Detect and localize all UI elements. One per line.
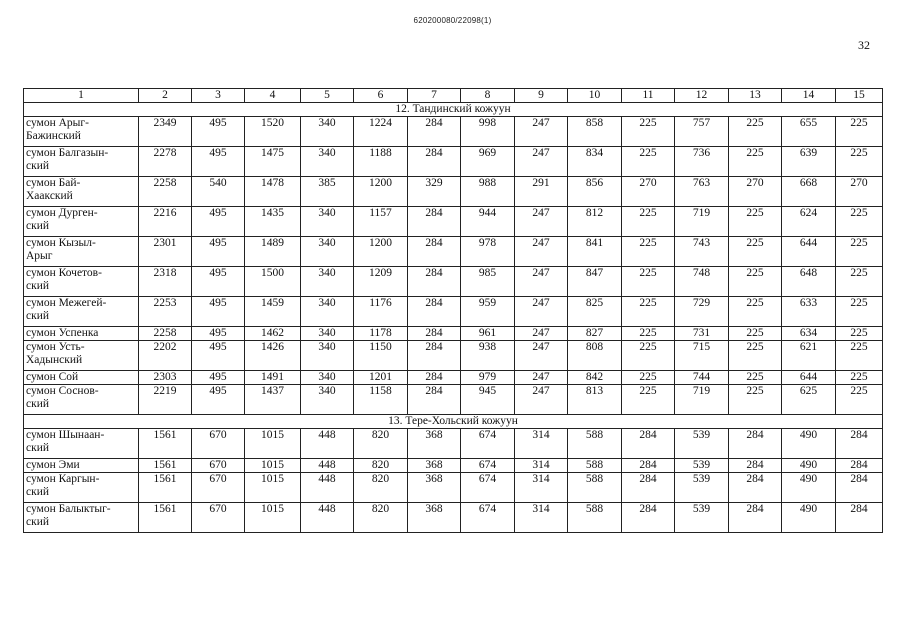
page-number: 32: [858, 38, 870, 52]
table-cell: 841: [568, 237, 622, 267]
table-cell: 961: [461, 327, 515, 341]
table-cell: 1478: [245, 177, 301, 207]
table-cell: 539: [675, 429, 729, 459]
table-cell: 1200: [354, 177, 408, 207]
table-cell: 340: [301, 297, 354, 327]
table-cell: 368: [408, 459, 461, 473]
column-header-row: [24, 89, 883, 103]
table-cell: 247: [515, 327, 568, 341]
table-cell: 945: [461, 385, 515, 415]
table-row: [24, 371, 883, 385]
section-title: 12. Тандинский кожуун: [24, 103, 883, 117]
table-cell: 1015: [245, 459, 301, 473]
table-cell: 448: [301, 429, 354, 459]
table-cell: 978: [461, 237, 515, 267]
table-cell: 490: [782, 429, 836, 459]
column-header-11: 11: [622, 89, 675, 103]
table-cell: 284: [408, 267, 461, 297]
table-row: [24, 297, 883, 327]
table-cell: 291: [515, 177, 568, 207]
table-cell: 495: [192, 267, 245, 297]
table-cell: 674: [461, 459, 515, 473]
table-cell: 670: [192, 459, 245, 473]
table-cell: 284: [408, 297, 461, 327]
table-cell: 539: [675, 503, 729, 533]
table-cell: 719: [675, 385, 729, 415]
table-cell: 2349: [139, 117, 192, 147]
table-cell: 813: [568, 385, 622, 415]
table-cell: 1015: [245, 473, 301, 503]
table-cell: 284: [622, 503, 675, 533]
table-cell: 1209: [354, 267, 408, 297]
table-cell: 938: [461, 341, 515, 371]
table-cell: 2253: [139, 297, 192, 327]
table-row: [24, 207, 883, 237]
table-cell: 644: [782, 237, 836, 267]
table-cell: 368: [408, 503, 461, 533]
table-cell: 1462: [245, 327, 301, 341]
table-cell: 1015: [245, 429, 301, 459]
column-header-8: 8: [461, 89, 515, 103]
table-row: [24, 385, 883, 415]
table-row: [24, 341, 883, 371]
table-cell: 2278: [139, 147, 192, 177]
table-cell: 668: [782, 177, 836, 207]
table-cell: 2258: [139, 327, 192, 341]
table-cell: 856: [568, 177, 622, 207]
row-name: сумон Балыктыг- ский: [24, 503, 139, 533]
table-cell: 247: [515, 341, 568, 371]
table-row: [24, 503, 883, 533]
table-cell: 495: [192, 327, 245, 341]
table-cell: 284: [408, 117, 461, 147]
table-cell: 247: [515, 385, 568, 415]
table-cell: 820: [354, 459, 408, 473]
column-header-10: 10: [568, 89, 622, 103]
table-cell: 1200: [354, 237, 408, 267]
table-cell: 225: [836, 297, 883, 327]
table-cell: 247: [515, 237, 568, 267]
table-cell: 2303: [139, 371, 192, 385]
table-cell: 588: [568, 459, 622, 473]
table-cell: 858: [568, 117, 622, 147]
table-cell: 340: [301, 327, 354, 341]
table-cell: 340: [301, 117, 354, 147]
table-cell: 225: [622, 327, 675, 341]
table-cell: 225: [836, 147, 883, 177]
table-row: [24, 459, 883, 473]
table-row: [24, 237, 883, 267]
table-cell: 247: [515, 371, 568, 385]
table-cell: 225: [729, 371, 782, 385]
table-cell: 1157: [354, 207, 408, 237]
table-cell: 1015: [245, 503, 301, 533]
table-cell: 495: [192, 117, 245, 147]
table-row: [24, 147, 883, 177]
table-cell: 284: [836, 473, 883, 503]
table-cell: 757: [675, 117, 729, 147]
table-cell: 225: [729, 327, 782, 341]
table-cell: 588: [568, 429, 622, 459]
table-cell: 2216: [139, 207, 192, 237]
column-header-6: 6: [354, 89, 408, 103]
table-cell: 820: [354, 429, 408, 459]
table-cell: 284: [408, 237, 461, 267]
table-cell: 2258: [139, 177, 192, 207]
table-cell: 1500: [245, 267, 301, 297]
table-cell: 225: [622, 147, 675, 177]
table-cell: 1561: [139, 459, 192, 473]
table-cell: 998: [461, 117, 515, 147]
table-cell: 736: [675, 147, 729, 177]
table-cell: 744: [675, 371, 729, 385]
table-cell: 225: [622, 117, 675, 147]
table-cell: 270: [836, 177, 883, 207]
table-cell: 633: [782, 297, 836, 327]
table-cell: 634: [782, 327, 836, 341]
section-title: 13. Тере-Хольский кожуун: [24, 415, 883, 429]
row-name: сумон Сой: [24, 371, 139, 385]
table-cell: 588: [568, 503, 622, 533]
table-cell: 624: [782, 207, 836, 237]
table-cell: 225: [622, 207, 675, 237]
column-header-14: 14: [782, 89, 836, 103]
table-cell: 715: [675, 341, 729, 371]
table-cell: 495: [192, 207, 245, 237]
table-cell: 247: [515, 297, 568, 327]
table-cell: 808: [568, 341, 622, 371]
column-header-7: 7: [408, 89, 461, 103]
table-cell: 368: [408, 473, 461, 503]
table-cell: 1158: [354, 385, 408, 415]
table-cell: 340: [301, 207, 354, 237]
table-cell: 1426: [245, 341, 301, 371]
table-cell: 225: [836, 207, 883, 237]
table-cell: 448: [301, 473, 354, 503]
table-cell: 743: [675, 237, 729, 267]
table-cell: 225: [729, 147, 782, 177]
table-cell: 495: [192, 385, 245, 415]
table-cell: 495: [192, 237, 245, 267]
table-cell: 1459: [245, 297, 301, 327]
table-cell: 340: [301, 237, 354, 267]
table-cell: 284: [408, 147, 461, 177]
table-cell: 225: [729, 237, 782, 267]
table-cell: 539: [675, 459, 729, 473]
row-name: сумон Дурген- ский: [24, 207, 139, 237]
table-cell: 284: [729, 473, 782, 503]
table-cell: 340: [301, 341, 354, 371]
table-cell: 539: [675, 473, 729, 503]
table-cell: 225: [622, 237, 675, 267]
table-cell: 1489: [245, 237, 301, 267]
table-cell: 820: [354, 503, 408, 533]
row-name: сумон Бай- Хаакский: [24, 177, 139, 207]
row-name: сумон Соснов- ский: [24, 385, 139, 415]
table-cell: 820: [354, 473, 408, 503]
table-cell: 674: [461, 429, 515, 459]
table-cell: 385: [301, 177, 354, 207]
table-row: [24, 117, 883, 147]
row-name: сумон Успенка: [24, 327, 139, 341]
table-cell: 731: [675, 327, 729, 341]
table-cell: 225: [836, 341, 883, 371]
table-cell: 2301: [139, 237, 192, 267]
table-cell: 225: [836, 327, 883, 341]
table-cell: 495: [192, 297, 245, 327]
table-cell: 655: [782, 117, 836, 147]
row-name: сумон Арыг- Бажинский: [24, 117, 139, 147]
table-cell: 225: [622, 297, 675, 327]
table-cell: 847: [568, 267, 622, 297]
column-header-1: 1: [24, 89, 139, 103]
table-cell: 314: [515, 459, 568, 473]
table-cell: 284: [729, 429, 782, 459]
table-cell: 225: [836, 385, 883, 415]
table-cell: 825: [568, 297, 622, 327]
row-name: сумон Шынаан- ский: [24, 429, 139, 459]
table-cell: 2219: [139, 385, 192, 415]
table-cell: 1178: [354, 327, 408, 341]
table-cell: 314: [515, 473, 568, 503]
row-name: сумон Усть- Хадынский: [24, 341, 139, 371]
table-cell: 588: [568, 473, 622, 503]
table-cell: 1435: [245, 207, 301, 237]
table-cell: 1150: [354, 341, 408, 371]
table-cell: 985: [461, 267, 515, 297]
table-cell: 495: [192, 341, 245, 371]
table-cell: 979: [461, 371, 515, 385]
table-cell: 1520: [245, 117, 301, 147]
column-header-2: 2: [139, 89, 192, 103]
table-cell: 225: [622, 267, 675, 297]
table-cell: 1201: [354, 371, 408, 385]
table-cell: 674: [461, 473, 515, 503]
table-cell: 448: [301, 503, 354, 533]
table-cell: 670: [192, 429, 245, 459]
table-cell: 284: [408, 207, 461, 237]
column-header-3: 3: [192, 89, 245, 103]
table-row: [24, 177, 883, 207]
row-name: сумон Кызыл- Арыг: [24, 237, 139, 267]
table-cell: 621: [782, 341, 836, 371]
table-cell: 225: [622, 385, 675, 415]
table-cell: 639: [782, 147, 836, 177]
table-cell: 247: [515, 267, 568, 297]
table-cell: 284: [729, 459, 782, 473]
table-cell: 540: [192, 177, 245, 207]
table-cell: 959: [461, 297, 515, 327]
table-cell: 225: [729, 297, 782, 327]
table-cell: 763: [675, 177, 729, 207]
table-cell: 247: [515, 207, 568, 237]
column-header-4: 4: [245, 89, 301, 103]
table-cell: 329: [408, 177, 461, 207]
table-cell: 495: [192, 147, 245, 177]
table-cell: 988: [461, 177, 515, 207]
table-cell: 1224: [354, 117, 408, 147]
row-name: сумон Кочетов- ский: [24, 267, 139, 297]
table-cell: 1176: [354, 297, 408, 327]
table-cell: 284: [836, 459, 883, 473]
table-cell: 340: [301, 371, 354, 385]
table-cell: 340: [301, 267, 354, 297]
table-cell: 1561: [139, 503, 192, 533]
table-cell: 284: [408, 385, 461, 415]
table-cell: 719: [675, 207, 729, 237]
table-cell: 834: [568, 147, 622, 177]
table-cell: 670: [192, 473, 245, 503]
column-header-5: 5: [301, 89, 354, 103]
row-name: сумон Балгазын- ский: [24, 147, 139, 177]
table-cell: 1561: [139, 429, 192, 459]
table-cell: 490: [782, 503, 836, 533]
table-cell: 2318: [139, 267, 192, 297]
table-cell: 1475: [245, 147, 301, 177]
table-cell: 284: [622, 459, 675, 473]
row-name: сумон Каргын- ский: [24, 473, 139, 503]
table-cell: 225: [836, 117, 883, 147]
table-cell: 247: [515, 117, 568, 147]
table-cell: 944: [461, 207, 515, 237]
table-cell: 644: [782, 371, 836, 385]
table-cell: 284: [408, 327, 461, 341]
table-cell: 225: [622, 341, 675, 371]
table-cell: 270: [729, 177, 782, 207]
column-header-15: 15: [836, 89, 883, 103]
table-cell: 495: [192, 371, 245, 385]
table-cell: 247: [515, 147, 568, 177]
table-cell: 225: [836, 371, 883, 385]
table-cell: 969: [461, 147, 515, 177]
table-cell: 225: [729, 207, 782, 237]
table-cell: 670: [192, 503, 245, 533]
table-cell: 314: [515, 429, 568, 459]
table-row: [24, 267, 883, 297]
section-header-row: [24, 415, 883, 429]
table-cell: 448: [301, 459, 354, 473]
table-cell: 225: [729, 385, 782, 415]
table-cell: 1491: [245, 371, 301, 385]
column-header-9: 9: [515, 89, 568, 103]
table-cell: 225: [836, 237, 883, 267]
table-cell: 284: [622, 473, 675, 503]
table-row: [24, 429, 883, 459]
table-cell: 729: [675, 297, 729, 327]
row-name: сумон Межегей- ский: [24, 297, 139, 327]
table-cell: 2202: [139, 341, 192, 371]
table-cell: 368: [408, 429, 461, 459]
table-cell: 490: [782, 459, 836, 473]
table-cell: 284: [622, 429, 675, 459]
section-header-row: [24, 103, 883, 117]
table-cell: 225: [729, 267, 782, 297]
table-cell: 340: [301, 147, 354, 177]
table-cell: 284: [836, 429, 883, 459]
table-cell: 827: [568, 327, 622, 341]
table-cell: 1561: [139, 473, 192, 503]
table-cell: 225: [729, 341, 782, 371]
table-cell: 1437: [245, 385, 301, 415]
table-cell: 748: [675, 267, 729, 297]
table-cell: 625: [782, 385, 836, 415]
table-cell: 270: [622, 177, 675, 207]
table-cell: 284: [408, 371, 461, 385]
table-cell: 225: [729, 117, 782, 147]
table-cell: 225: [622, 371, 675, 385]
table-cell: 842: [568, 371, 622, 385]
table-cell: 225: [836, 267, 883, 297]
table-row: [24, 327, 883, 341]
column-header-12: 12: [675, 89, 729, 103]
row-name: сумон Эми: [24, 459, 139, 473]
table-cell: 674: [461, 503, 515, 533]
table-cell: 284: [408, 341, 461, 371]
table-cell: 1188: [354, 147, 408, 177]
table-row: [24, 473, 883, 503]
table-cell: 812: [568, 207, 622, 237]
table-cell: 284: [729, 503, 782, 533]
table-cell: 648: [782, 267, 836, 297]
column-header-13: 13: [729, 89, 782, 103]
document-code: 620200080/22098(1): [413, 16, 492, 25]
table-cell: 340: [301, 385, 354, 415]
table-cell: 284: [836, 503, 883, 533]
table-cell: 490: [782, 473, 836, 503]
data-table: [23, 88, 883, 533]
table-cell: 314: [515, 503, 568, 533]
